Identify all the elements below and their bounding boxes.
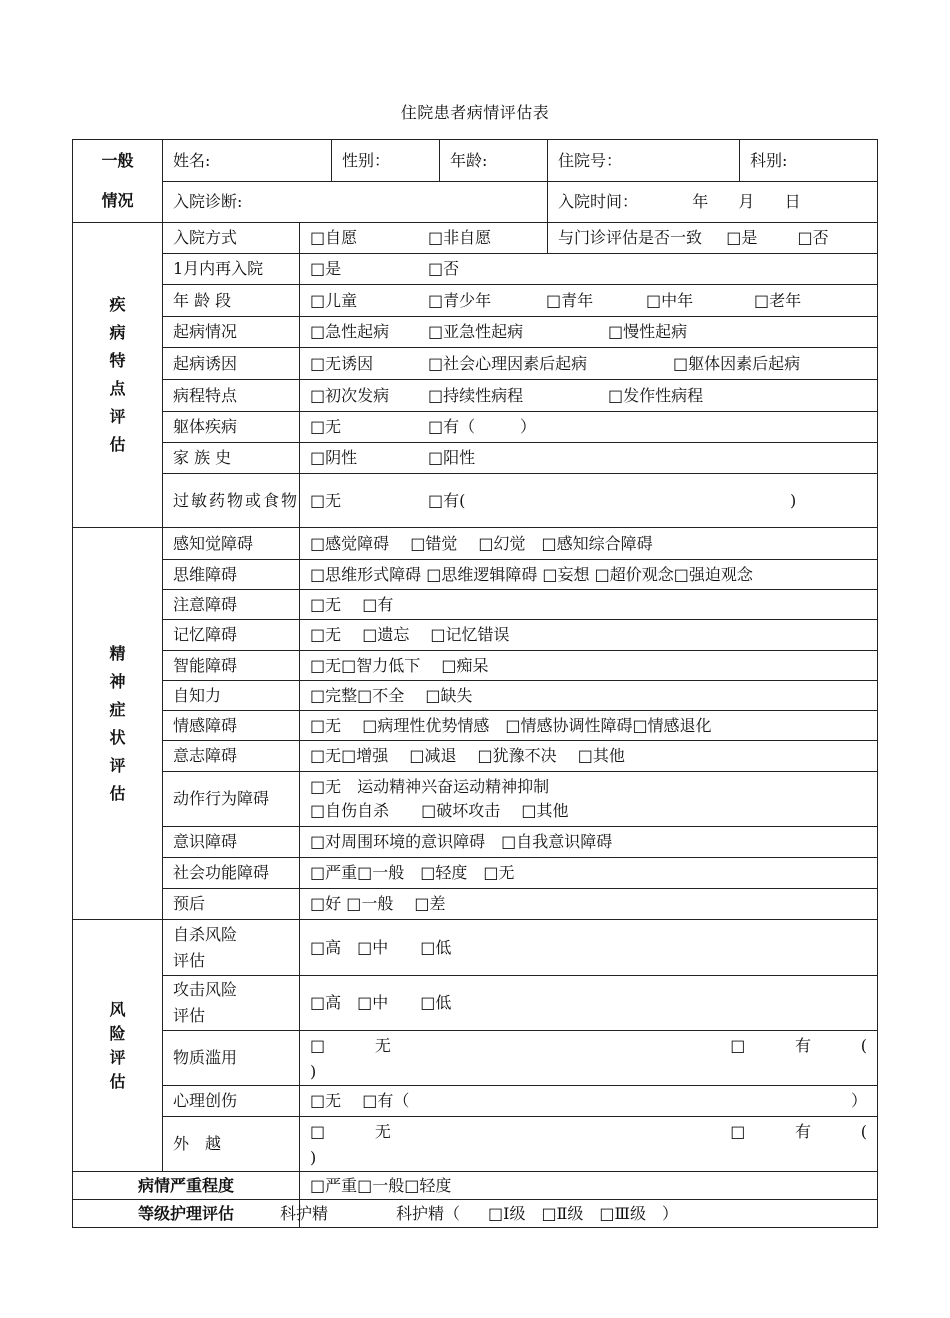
row-label: 躯体疾病 (163, 412, 300, 443)
nursing-col-a: 科护精 (280, 1203, 329, 1223)
mental-row (73, 889, 878, 920)
gender-field[interactable]: 性别： (332, 140, 440, 182)
row-label: 1月内再入院 (163, 254, 300, 285)
consistency-cell (548, 223, 878, 254)
section-general-char-2: 情况 (101, 191, 134, 210)
severity-options[interactable]: □严重□一般□轻度 (300, 1172, 878, 1200)
mental-row (73, 590, 878, 620)
general-row-2 (73, 182, 878, 223)
disease-row (73, 285, 878, 317)
paren-close: ） (850, 1091, 867, 1110)
behavior-options-line-2[interactable]: □自伤自杀 □破坏攻击 □其他 (310, 801, 569, 820)
section-general-char-1: 一般 (101, 151, 134, 170)
trauma-options-line (310, 1090, 867, 1112)
section-disease-char: 点 (109, 379, 126, 398)
severity-row (73, 1172, 878, 1200)
row-options (300, 474, 878, 528)
row-options (300, 223, 548, 254)
mental-row (73, 528, 878, 560)
risk-row (73, 920, 878, 976)
section-general (73, 140, 163, 223)
row-label: 思维障碍 (163, 560, 300, 590)
admission-time-field[interactable] (548, 182, 878, 223)
row-label (163, 976, 300, 1031)
row-label-line: 攻击风险 (173, 980, 238, 999)
row-options (300, 348, 878, 380)
section-mental (73, 528, 163, 920)
checkbox-option[interactable]: □自愿 (310, 228, 358, 247)
row-label-line: 自杀风险 (173, 924, 238, 944)
section-risk-char: 评 (109, 1047, 126, 1067)
section-disease-char: 疾 (109, 295, 126, 314)
row-options[interactable]: □感觉障碍 □错觉 □幻觉 □感知综合障碍 (300, 528, 878, 560)
row-label: 自知力 (163, 681, 300, 711)
paren-close: ) (790, 490, 797, 510)
option-label: 无 (374, 1036, 391, 1055)
row-label: 感知觉障碍 (163, 528, 300, 560)
checkbox-option[interactable]: □青少年 (428, 290, 492, 310)
row-label: 心理创伤 (163, 1086, 300, 1117)
row-options[interactable]: □严重□一般 □轻度 □无 (300, 858, 878, 889)
checkbox-option[interactable]: □慢性起病 (608, 322, 688, 341)
row-label: 外 越 (163, 1117, 300, 1172)
age-field[interactable]: 年龄: (440, 140, 548, 182)
row-options (300, 317, 878, 348)
checkbox-options[interactable]: □无 □有（ (310, 1091, 410, 1110)
row-options[interactable]: □无□增强 □减退 □犹豫不决 □其他 (300, 741, 878, 772)
row-label: 物质滥用 (163, 1031, 300, 1086)
behavior-options-line-1[interactable]: □无 运动精神兴奋运动精神抑制 (310, 777, 550, 796)
checkbox-option[interactable]: □青年 (546, 290, 594, 310)
checkbox-option[interactable]: □否 (797, 228, 829, 247)
risk-row (73, 1086, 878, 1117)
row-label: 智能障碍 (163, 651, 300, 681)
mental-row (73, 560, 878, 590)
row-label-line: 评估 (173, 1006, 206, 1025)
mental-row (73, 827, 878, 858)
disease-row (73, 380, 878, 412)
paren-open: ( (860, 1122, 867, 1141)
department-field[interactable]: 科别: (740, 140, 878, 182)
row-options[interactable] (300, 772, 878, 827)
risk-row (73, 976, 878, 1031)
checkbox-option[interactable]: □否 (428, 259, 460, 278)
nursing-col-b: 科护精（ (396, 1203, 461, 1223)
checkbox-option[interactable]: □是 (726, 228, 758, 247)
nursing-level-options[interactable]: □Ⅰ级 □Ⅱ级 □Ⅲ级 ） (488, 1203, 678, 1223)
row-label: 入院方式 (163, 223, 300, 254)
nursing-label: 等级护理评估 (73, 1200, 300, 1228)
checkbox-option[interactable]: □社会心理因素后起病 (428, 353, 588, 373)
risk-row (73, 1117, 878, 1172)
mental-row (73, 651, 878, 681)
mental-row (73, 711, 878, 741)
section-risk-char: 风 (109, 999, 126, 1019)
date-month-label: 月 (738, 192, 755, 211)
row-options (300, 412, 878, 443)
disease-row (73, 348, 878, 380)
section-risk (73, 920, 163, 1172)
paren-close: ) (310, 1148, 317, 1167)
section-disease-char: 评 (109, 407, 126, 426)
checkbox-option[interactable]: □非自愿 (428, 228, 492, 247)
section-disease-char: 特 (109, 351, 126, 370)
section-mental-char: 症 (109, 699, 126, 719)
section-mental-char: 神 (109, 671, 126, 691)
row-options[interactable]: □对周围环境的意识障碍 □自我意识障碍 (300, 827, 878, 858)
row-label: 情感障碍 (163, 711, 300, 741)
row-options[interactable]: □思维形式障碍 □思维逻辑障碍 □妄想 □超价观念□强迫观念 (300, 560, 878, 590)
row-label: 起病诱因 (163, 348, 300, 380)
checkbox-option[interactable]: □持续性病程 (428, 385, 524, 405)
section-disease (73, 223, 163, 528)
disease-row (73, 474, 878, 528)
row-options[interactable]: □好 □一般 □差 (300, 889, 878, 920)
checkbox-none[interactable]: □ (310, 1036, 326, 1055)
paren-close: ） (520, 417, 537, 436)
section-mental-char: 状 (109, 727, 126, 747)
option-label: 有 (795, 1036, 812, 1055)
mental-row (73, 620, 878, 651)
mental-row (73, 681, 878, 711)
disease-row (73, 254, 878, 285)
checkbox-option[interactable]: □中年 (646, 290, 694, 310)
nursing-options[interactable] (280, 1200, 878, 1228)
severity-label: 病情严重程度 (73, 1172, 300, 1200)
row-label: 意识障碍 (163, 827, 300, 858)
checkbox-option[interactable]: □初次发病 (310, 385, 390, 405)
row-options (300, 443, 878, 474)
row-options[interactable]: □无 □遗忘 □记忆错误 (300, 620, 878, 651)
checkbox-none[interactable]: □ (310, 1122, 326, 1141)
row-options[interactable]: □无 □有 (300, 590, 878, 620)
checkbox-option[interactable]: □躯体因素后起病 (673, 353, 801, 373)
admission-time-label: 入院时间： (558, 192, 639, 211)
consistency-label: 与门诊评估是否一致 (558, 228, 703, 247)
section-disease-char: 估 (109, 435, 126, 454)
row-label: 预后 (163, 889, 300, 920)
disease-row (73, 223, 878, 254)
checkbox-option[interactable]: □有（ (428, 417, 476, 436)
disease-row (73, 317, 878, 348)
row-options[interactable] (300, 1086, 878, 1117)
option-label: 无 (374, 1122, 391, 1141)
disease-row (73, 443, 878, 474)
mental-row (73, 741, 878, 772)
diagnosis-field[interactable]: 入院诊断: (163, 182, 548, 223)
admission-no-field[interactable]: 住院号： (548, 140, 740, 182)
row-label-line: 评估 (173, 950, 206, 970)
row-options (300, 380, 878, 412)
checkbox-option[interactable]: □急性起病 (310, 322, 390, 341)
row-options[interactable]: □完整□不全 □缺失 (300, 681, 878, 711)
row-options[interactable]: □无□智力低下 □痴呆 (300, 651, 878, 681)
disease-row (73, 412, 878, 443)
checkbox-option[interactable]: □有( (428, 490, 466, 510)
row-label: 过敏药物或食物 (163, 474, 300, 528)
checkbox-option[interactable]: □阴性 (310, 448, 358, 467)
row-label (163, 920, 300, 976)
section-mental-char: 评 (109, 755, 126, 775)
section-mental-char: 估 (109, 783, 126, 803)
paren-close: ) (310, 1062, 317, 1081)
risk-row (73, 1031, 878, 1086)
row-options (300, 285, 878, 317)
checkbox-option[interactable]: □无诱因 (310, 353, 374, 373)
row-options[interactable]: □高 □中 □低 (300, 976, 878, 1031)
row-options[interactable]: □高 □中 □低 (300, 920, 878, 976)
row-options (300, 254, 878, 285)
section-risk-char: 估 (109, 1071, 126, 1091)
checkbox-yes[interactable]: □ (730, 1122, 746, 1141)
assessment-table (72, 139, 878, 1228)
checkbox-yes[interactable]: □ (730, 1036, 746, 1055)
row-label: 年 龄 段 (163, 285, 300, 317)
checkbox-option[interactable]: □老年 (754, 290, 802, 310)
row-label: 起病情况 (163, 317, 300, 348)
checkbox-option[interactable]: □发作性病程 (608, 385, 704, 405)
general-row-1 (73, 140, 878, 182)
checkbox-option[interactable]: □无 (310, 417, 342, 436)
row-label: 注意障碍 (163, 590, 300, 620)
option-label: 有 (795, 1122, 812, 1141)
checkbox-option[interactable]: □儿童 (310, 290, 358, 310)
row-options[interactable] (300, 1031, 878, 1086)
checkbox-option[interactable]: □是 (310, 259, 342, 278)
date-year-label: 年 (692, 192, 709, 211)
row-options[interactable] (300, 1117, 878, 1172)
checkbox-option[interactable]: □无 (310, 490, 342, 510)
mental-row (73, 858, 878, 889)
row-label: 记忆障碍 (163, 620, 300, 651)
row-options[interactable]: □无 □病理性优势情感 □情感协调性障碍□情感退化 (300, 711, 878, 741)
row-label: 家 族 史 (163, 443, 300, 474)
row-label: 病程特点 (163, 380, 300, 412)
row-label: 社会功能障碍 (163, 858, 300, 889)
paren-open: ( (860, 1036, 867, 1055)
row-label: 意志障碍 (163, 741, 300, 772)
nursing-row (73, 1200, 878, 1228)
date-day-label: 日 (784, 192, 801, 211)
elopement-options-line (310, 1119, 867, 1145)
section-risk-char: 险 (109, 1023, 126, 1043)
checkbox-option[interactable]: □亚急性起病 (428, 322, 524, 341)
mental-row (73, 772, 878, 827)
section-disease-char: 病 (109, 323, 126, 342)
name-field[interactable]: 姓名: (163, 140, 332, 182)
row-label: 动作行为障碍 (163, 772, 300, 827)
section-mental-char: 精 (109, 643, 126, 663)
checkbox-option[interactable]: □阳性 (428, 448, 476, 467)
document-title: 住院患者病情评估表 (400, 103, 550, 122)
substance-options-line (310, 1033, 867, 1059)
